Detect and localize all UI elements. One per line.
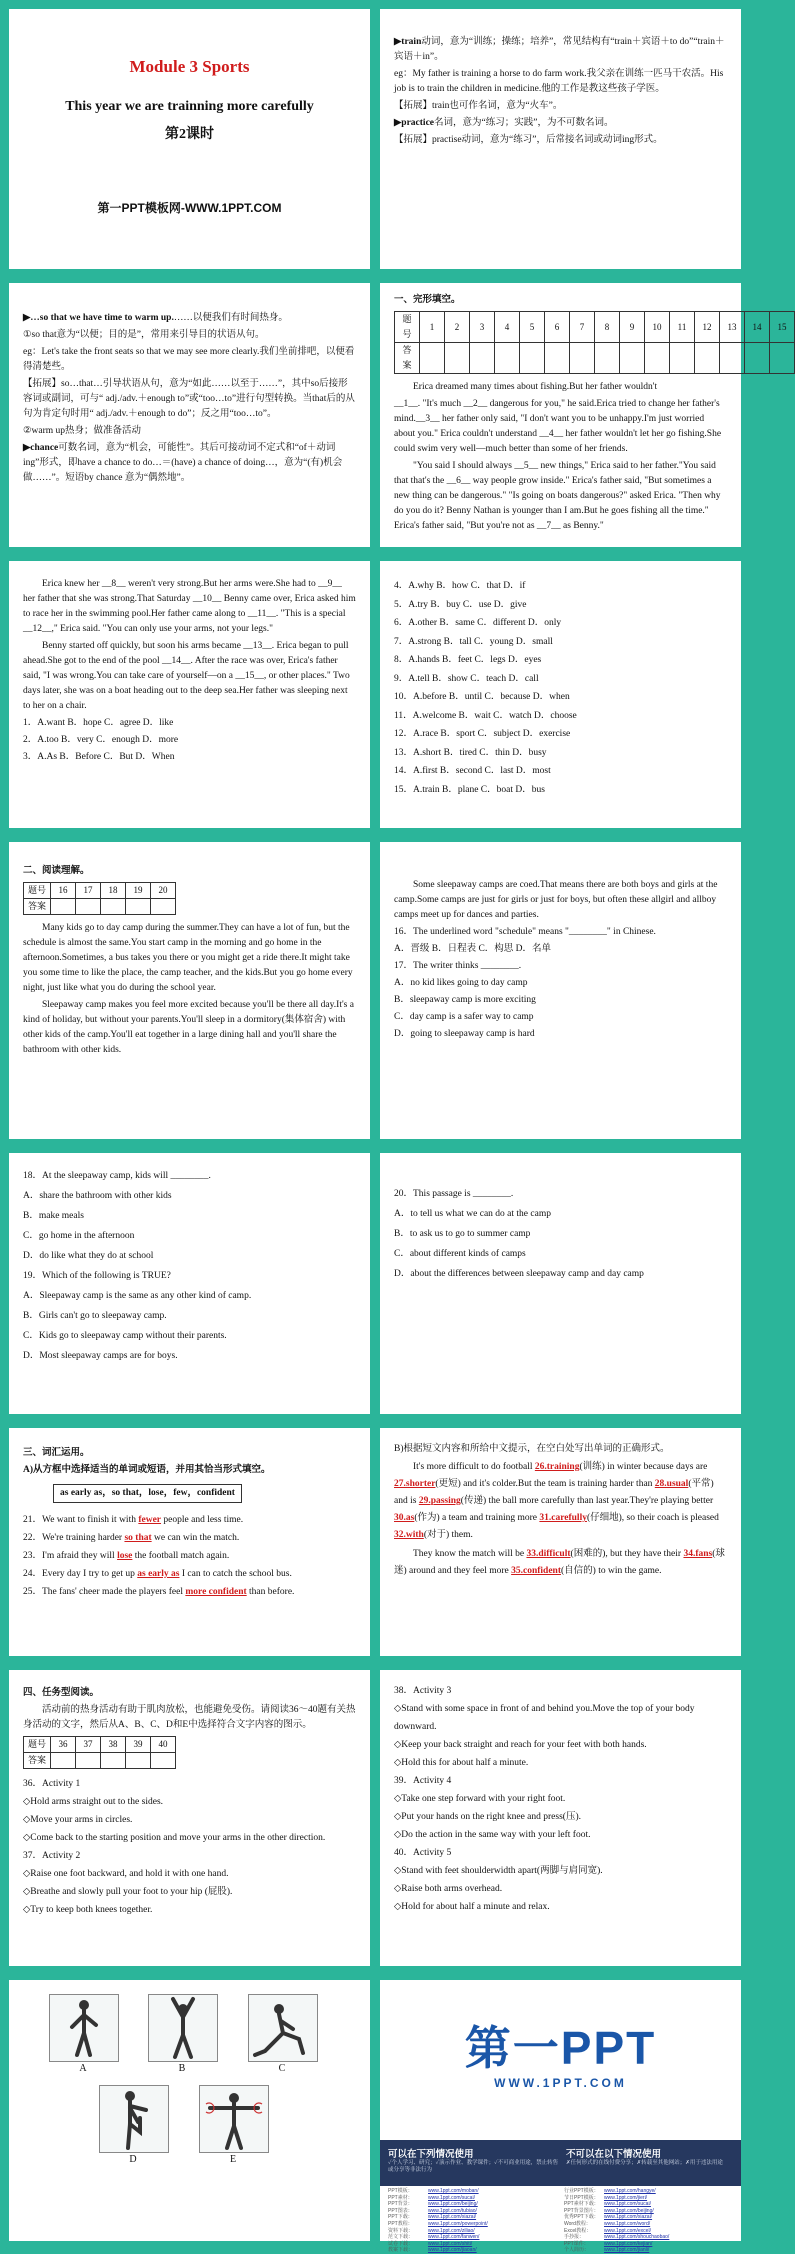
task-heading: 四、任务型阅读。	[23, 1688, 100, 1698]
link-row	[388, 2241, 566, 2248]
slide-ppt-ad	[380, 1980, 741, 2254]
link-row	[388, 2247, 566, 2254]
answer-cell[interactable]	[470, 343, 495, 374]
allowed-heading: 可以在下列情况使用	[388, 2149, 474, 2160]
vocab-answer: 33.difficult	[526, 1549, 571, 1559]
link-label: 行业PPT模板：	[564, 2188, 599, 2194]
passage-text: (更短) and it's colder.But the team is training harder than	[435, 1479, 655, 1489]
cloze-option: 13．A.short B．tired C．thin D．busy	[394, 747, 547, 758]
link-url[interactable]: www.1ppt.com/kejian/	[604, 2240, 653, 2247]
question-option: C．about different kinds of camps	[394, 1249, 526, 1259]
word-box: as early as，so that，lose，few，confident	[53, 1484, 242, 1503]
link-label: Word教程：	[564, 2220, 591, 2227]
question-option: D．do like what they do at school	[23, 1251, 154, 1261]
cloze-option: 8．A.hands B．feet C．legs D．eyes	[394, 655, 542, 665]
link-row	[564, 2234, 742, 2241]
slide-questions-18-19	[9, 1153, 370, 1414]
question-number-cell: 15	[770, 312, 795, 343]
question-number-cell: 3	[470, 312, 495, 343]
question-18: 18．At the sleepaway camp, kids will ________.	[23, 1171, 211, 1181]
answer-cell[interactable]	[151, 1753, 176, 1769]
vocab-answer: lose	[117, 1551, 133, 1561]
question-number-cell: 12	[695, 312, 720, 343]
reading-passage-para: Many kids go to day camp during the summer.They can have a lot of fun, but the schedule is almost the same.You start camp in the morning and go home in the afternoon.Sometimes, a bus takes you there or you might get a ride there.It might take you some time to like the place, the camp teacher, and the kids.But you go home every night, just like what you do during the school year.	[23, 923, 353, 993]
answer-cell[interactable]	[545, 343, 570, 374]
question-number-cell: 9	[620, 312, 645, 343]
link-url[interactable]: www.1ppt.com/beijing/	[604, 2207, 654, 2214]
cloze-option: 4．A.why B．how C．that D．if	[394, 581, 526, 591]
vocab-answer: so that	[124, 1533, 152, 1543]
vocab-item	[23, 1547, 356, 1565]
link-directory	[380, 2186, 741, 2254]
forbidden-use-column	[566, 2146, 738, 2167]
question-option: A．share the bathroom with other kids	[23, 1191, 172, 1201]
practice-heading: ▶practice	[394, 118, 435, 128]
link-label: 试卷下载：	[388, 2240, 414, 2247]
question-number-cell: 13	[720, 312, 745, 343]
vocab-answer: 32.with	[394, 1530, 424, 1540]
answer-cell[interactable]	[620, 343, 645, 374]
link-url[interactable]: www.1ppt.com/shiti/	[428, 2240, 473, 2247]
lesson-subtitle: 第2课时	[165, 127, 214, 142]
question-number-cell: 2	[445, 312, 470, 343]
link-label: PPT素材：	[388, 2194, 413, 2201]
question-number-cell: 1	[420, 312, 445, 343]
slide-cloze-2	[9, 561, 370, 828]
vocab-item	[23, 1511, 356, 1529]
vocab-instruction: A)从方框中选择适当的单词或短语，并用其恰当形式填空。	[23, 1465, 271, 1475]
vocab-b-para	[394, 1459, 727, 1544]
answer-cell[interactable]	[126, 1753, 151, 1769]
answer-cell[interactable]	[695, 343, 720, 374]
slide-figures	[9, 1980, 370, 2241]
slide-vocab-train	[380, 9, 741, 269]
question-number-cell: 40	[151, 1737, 176, 1753]
vocab-answer: 31.carefully	[539, 1513, 587, 1523]
cloze-passage-para: __1__. "It's much __2__ dangerous for you," he said.Erica tried to change her father's mind.__3__ her father only said, "I don't want you to be unhappy.I'm just worried about you." Erica couldn't understand __4__ her father wouldn't let her go fishing.She could swim very well—much better than some of her friends.	[394, 399, 722, 454]
link-row	[388, 2234, 566, 2241]
question-option: A．Sleepaway camp is the same as any other kind of camp.	[23, 1291, 252, 1301]
cloze-option: 1．A.want B．hope C．agree D．like	[23, 718, 174, 728]
figure-label: C	[278, 2063, 286, 2074]
slide-cloze-1	[380, 283, 787, 547]
link-label: PPT素材下载：	[564, 2201, 599, 2208]
passage-text: They know the match will be	[413, 1549, 527, 1559]
passage-text: (困难的), but they have their	[570, 1549, 684, 1559]
link-label: Excel教程：	[564, 2227, 592, 2234]
task-line: ◇Stand with feet shoulderwidth apart(两脚与肩同宽).	[394, 1866, 603, 1876]
question-number-cell: 7	[570, 312, 595, 343]
row-label: 答案	[24, 1753, 51, 1769]
link-row	[388, 2214, 566, 2221]
link-url[interactable]: www.1ppt.com/jieri/	[604, 2194, 648, 2201]
cloze-option-list	[394, 577, 727, 799]
answer-cell[interactable]	[101, 1753, 126, 1769]
answer-cell[interactable]	[51, 1753, 76, 1769]
link-label: 教案下载：	[388, 2247, 414, 2254]
passage-text: (平常) and is	[394, 1479, 714, 1506]
question-number-cell: 20	[151, 883, 176, 899]
answer-cell[interactable]	[101, 899, 126, 915]
vocab-item	[23, 1565, 356, 1583]
cloze-option: 3．A.As B．Before C．But D．When	[23, 752, 175, 762]
task-line: ◇Hold for about half a minute and relax.	[394, 1902, 550, 1912]
question-number-cell: 14	[745, 312, 770, 343]
vocab-answer: 34.fans	[683, 1549, 713, 1559]
task-instruction: 活动前的热身活动有助于肌肉放松，也能避免受伤。请阅读36～40题有关热身活动的文字，然后从A、B、C、D和E中选择符合文字内容的图示。	[23, 1705, 356, 1730]
task-line: ◇Move your arms in circles.	[23, 1815, 133, 1825]
question-number-cell: 36	[51, 1737, 76, 1753]
question-number-cell: 19	[126, 883, 151, 899]
passage-text: It's more difficult to do football	[413, 1462, 535, 1472]
question-option: B．sleepaway camp is more exciting	[394, 995, 536, 1005]
train-def: 动词，意为“训练；操练；培养”，常见结构有“train＋宾语＋to do”“train＋宾语＋in”。	[394, 37, 725, 62]
task-line: ◇Keep your back straight and reach for your feet with both hands.	[394, 1740, 647, 1750]
vocab-item	[23, 1529, 356, 1547]
answer-cell[interactable]	[495, 343, 520, 374]
slide-title	[9, 9, 370, 269]
row-label: 答案	[24, 899, 51, 915]
vocab-b-para	[394, 1546, 727, 1580]
link-label: 资料下载：	[388, 2227, 414, 2234]
vocab-item-suffix: people and less time.	[161, 1515, 244, 1525]
question-number-cell: 37	[76, 1737, 101, 1753]
question-number-cell: 6	[545, 312, 570, 343]
vocab-b-instruction: B)根据短文内容和所给中文提示，在空白处写出单词的正确形式。	[394, 1444, 670, 1454]
passage-text: (仔细地), so their coach is pleased	[586, 1513, 719, 1523]
task-line: ◇Take one step forward with your right foot.	[394, 1794, 566, 1804]
vocab-item-prefix: 25．The fans' cheer made the players feel	[23, 1587, 186, 1597]
link-url[interactable]: www.1ppt.com/shouchaobao/	[604, 2234, 670, 2241]
task-line: ◇Do the action in the same way with your left foot.	[394, 1830, 591, 1840]
question-number-cell: 11	[670, 312, 695, 343]
answer-cell[interactable]	[570, 343, 595, 374]
question-16-options: A．晋级 B．日程表 C．构思 D．名单	[394, 944, 552, 954]
passage-text: (传递) the ball more carefully than last year.They're playing better	[460, 1496, 714, 1506]
figure-label: D	[129, 2154, 137, 2165]
answer-cell[interactable]	[645, 343, 670, 374]
so-that-heading: ▶…so that we have time to warm up.	[23, 313, 174, 323]
question-option: D．Most sleepaway camps are for boys.	[23, 1351, 178, 1361]
practice-def: 名词，意为“练习；实践”，为不可数名词。	[434, 118, 614, 128]
vocab-answer: 27.shorter	[394, 1479, 436, 1489]
vocab-answer: 26.training	[534, 1462, 580, 1472]
link-row	[388, 2201, 566, 2208]
slide-question-20	[380, 1153, 741, 1414]
task-line: ◇Hold this for about half a minute.	[394, 1758, 529, 1768]
link-label: PPT图表：	[388, 2207, 413, 2214]
logo: 第一PPT	[464, 2022, 657, 2074]
link-url[interactable]: www.1ppt.com/fanwen/	[428, 2234, 480, 2241]
link-row	[388, 2188, 566, 2195]
cloze-passage-para: Erica knew her __8__ weren't very strong.But her arms were.She had to __9__ her father that she was strong.That Saturday __10__ Benny came over, Erica asked him to race her in the swimming pool.Her father came along to __11__. "This is a special __12__," Erica said. "You can only use your arms, not your legs."	[23, 579, 356, 634]
answer-cell[interactable]	[745, 343, 770, 374]
cloze-answer-table	[394, 311, 795, 374]
question-option: B．make meals	[23, 1211, 84, 1221]
link-url[interactable]: www.1ppt.com/powerpoint/	[428, 2220, 488, 2227]
slide-reading-1	[9, 842, 370, 1139]
cloze-passage-para: Benny started off quickly, but soon his arms became __13__. Erica began to pull ahead.She got to the end of the pool __14__. After the race was over, Erica's father said, "I was wrong.You can take care of yourself—on a __15__, or other places." Two days later, she was on a boat heading out to the deep sea.Her father was sleeping next to her on a chair.	[23, 641, 350, 711]
row-label: 题号	[24, 883, 51, 899]
figure-d-quad-stretch-icon	[99, 2085, 169, 2153]
task-line: ◇Stand with some space in front of and behind you.Move the top of your body downward.	[394, 1704, 695, 1732]
question-number-cell: 18	[101, 883, 126, 899]
question-16: 16．The underlined word "schedule" means "________" in Chinese.	[394, 927, 656, 937]
vocab-item	[23, 1583, 356, 1601]
task-lines	[394, 1682, 727, 1916]
task-line: ◇Raise one foot backward, and hold it with one hand.	[23, 1869, 229, 1879]
link-label: PPT背景：	[388, 2201, 413, 2208]
lesson-title: This year we are trainning more carefully	[65, 99, 314, 114]
cloze-heading: 一、完形填空。	[394, 295, 461, 305]
link-row	[564, 2188, 742, 2195]
vocab-item-prefix: 21．We want to finish it with	[23, 1515, 139, 1525]
cloze-option: 11．A.welcome B．wait C．watch D．choose	[394, 710, 577, 721]
task-line: 36．Activity 1	[23, 1779, 81, 1789]
link-label: 手抄报：	[564, 2234, 585, 2241]
question-number-cell: 8	[595, 312, 620, 343]
train-example: eg：My father is training a horse to do farm work.我父亲在训练一匹马干农活。His job is to train the children in medicine.他的工作是教这些孩子学医。	[394, 69, 724, 94]
link-url[interactable]: www.1ppt.com/tubiao/	[428, 2207, 477, 2214]
practice-extend: 【拓展】practise动词，意为“练习”，后常接名词或动词ing形式。	[394, 135, 663, 145]
question-number-cell: 4	[495, 312, 520, 343]
question-number-cell: 10	[645, 312, 670, 343]
question-option: A．no kid likes going to day camp	[394, 978, 528, 988]
task-line: ◇Hold arms straight out to the sides.	[23, 1797, 164, 1807]
vocab-item-suffix: we can win the match.	[151, 1533, 240, 1543]
vocab-items	[23, 1511, 356, 1601]
task-line: ◇Put your hands on the right knee and press(压).	[394, 1812, 581, 1822]
row-label: 题号	[395, 312, 420, 343]
question-option: B．Girls can't go to sleepaway camp.	[23, 1311, 167, 1321]
task-answer-table	[23, 1736, 176, 1769]
link-url[interactable]: www.1ppt.com/hangye/	[604, 2188, 656, 2194]
answer-cell[interactable]	[670, 343, 695, 374]
question-option: B．to ask us to go to summer camp	[394, 1229, 531, 1239]
links-left	[388, 2188, 566, 2254]
figure-label: A	[79, 2063, 87, 2074]
link-url[interactable]: www.1ppt.com/beijing/	[428, 2201, 478, 2208]
task-line: 38．Activity 3	[394, 1686, 452, 1696]
vocab-heading: 三、词汇运用。	[23, 1448, 90, 1458]
vocab-answer: 28.usual	[654, 1479, 689, 1489]
link-url[interactable]: www.1ppt.com/jiaoan/	[428, 2247, 477, 2254]
forbidden-text: ✗任何形式的在线付费分享；✗转载至其他网站；✗用于违法用途	[566, 2160, 723, 2166]
logo-url: WWW.1PPT.COM	[494, 2076, 627, 2090]
link-url[interactable]: www.1ppt.com/xiazai/	[604, 2214, 653, 2221]
module-title: Module 3 Sports	[129, 57, 250, 76]
cloze-option: 7．A.strong B．tall C．young D．small	[394, 636, 553, 647]
link-url[interactable]: www.1ppt.com/excel/	[604, 2227, 651, 2234]
link-label: PPT模板：	[388, 2188, 413, 2194]
figure-a-stretch-icon	[49, 1994, 119, 2062]
chance-def: 可数名词，意为“机会，可能性”。其后可接动词不定式和“of＋动词ing”形式，即have a chance to do…＝(have) a chance of doing…，意为“(有)机会做……”。短语by chance 意为“偶然地”。	[23, 443, 343, 483]
vocab-item-suffix: I can to catch the school bus.	[179, 1569, 292, 1579]
question-option: C．go home in the afternoon	[23, 1231, 135, 1241]
link-label: 范文下载：	[388, 2234, 414, 2241]
vocab-answer: fewer	[138, 1515, 162, 1525]
reading-answer-table	[23, 882, 176, 915]
slide-vocab-a	[9, 1428, 370, 1656]
question-19: 19．Which of the following is TRUE?	[23, 1271, 171, 1281]
question-option: C．day camp is a safer way to camp	[394, 1012, 534, 1022]
vocab-item-suffix: than before.	[246, 1587, 295, 1597]
cloze-option: 2．A.too B．very C．enough D．more	[23, 735, 179, 745]
cloze-option: 15．A.train B．plane C．boat D．bus	[394, 784, 545, 795]
cloze-option: 9．A.tell B．show C．teach D．call	[394, 673, 539, 684]
train-extend: 【拓展】train也可作名词，意为“火车”。	[394, 101, 563, 111]
answer-cell[interactable]	[126, 899, 151, 915]
allowed-text: ✓个人学习、研究；✓演示作业、教学课件；✓不可商业用途，禁止转售或分享等非法行为	[388, 2160, 559, 2173]
link-row	[564, 2221, 742, 2228]
so-that-meaning: ……以便我们有时间热身。	[173, 313, 288, 323]
vocab-item-prefix: 22．We're training harder	[23, 1533, 125, 1543]
task-line: ◇Raise both arms overhead.	[394, 1884, 503, 1894]
link-row	[564, 2241, 742, 2248]
answer-cell[interactable]	[76, 1753, 101, 1769]
question-option: D．going to sleepaway camp is hard	[394, 1029, 535, 1039]
answer-cell[interactable]	[76, 899, 101, 915]
vocab-answer: 35.confident	[511, 1566, 561, 1576]
question-option: C．Kids go to sleepaway camp without their parents.	[23, 1331, 227, 1341]
question-number-cell: 39	[126, 1737, 151, 1753]
passage-text: (对于) them.	[423, 1530, 473, 1540]
passage-text: (球迷) around and they feel more	[394, 1549, 725, 1576]
vocab-answer: 29.passing	[418, 1496, 461, 1506]
slide-task-reading-1	[9, 1670, 370, 1966]
link-url[interactable]: www.1ppt.com/sucai/	[428, 2194, 475, 2201]
passage-text: (作为) a team and training more	[414, 1513, 540, 1523]
reading-passage-para: Sleepaway camp makes you feel more excited because you'll be there all day.It's a kind of holiday, but without your parents.You'll sleep in a dormitory(集体宿舍) with other kids of the camp.You'll eat together in a large dining hall and you'll share the bathroom with other kids.	[23, 1000, 354, 1055]
link-row	[564, 2214, 742, 2221]
question-number-cell: 38	[101, 1737, 126, 1753]
reading-passage-para: Some sleepaway camps are coed.That means there are both boys and girls at the camp.Some camps are just for girls or just for boys, but often these allgirl and allboy camps meet up for dances and parties.	[394, 880, 718, 920]
figure-c-lunge-icon	[248, 1994, 318, 2062]
cloze-option: 5．A.try B．buy C．use D．give	[394, 599, 527, 610]
vocab-item-prefix: 24．Every day I try to get up	[23, 1569, 138, 1579]
cloze-passage-line: Erica dreamed many times about fishing.But her father wouldn't	[413, 382, 658, 392]
answer-cell[interactable]	[151, 899, 176, 915]
so-that-extend: 【拓展】so…that…引导状语从句，意为“如此……以至于……”，其中so后接形容词或副词，可与“ adj./adv.＋enough to”或“too…to”进行句型转换。当that后的从句为肯定句时用“ adj./adv.＋enough to do”；反之用“too…to”。	[23, 379, 355, 419]
question-20: 20．This passage is ________.	[394, 1189, 514, 1199]
forbidden-heading: 不可以在以下情况使用	[566, 2149, 662, 2160]
website-text: 第一PPT模板网-WWW.1PPT.COM	[97, 201, 282, 215]
links-right	[564, 2188, 742, 2254]
so-that-point1: ①so that意为“以便；目的是”，常用来引导目的状语从句。	[23, 330, 265, 340]
row-label: 题号	[24, 1737, 51, 1753]
task-line: ◇Breathe and slowly pull your foot to your hip (屁股).	[23, 1887, 233, 1897]
link-row	[564, 2247, 742, 2254]
link-label: 优秀PPT下载：	[564, 2214, 599, 2221]
question-option: A．to tell us what we can do at the camp	[394, 1209, 551, 1219]
question-17: 17．The writer thinks ________.	[394, 961, 522, 971]
chance-heading: ▶chance	[23, 443, 59, 453]
answer-cell[interactable]	[420, 343, 445, 374]
so-that-example: eg：Let's take the front seats so that we may see more clearly.我们坐前排吧，以便看得清楚些。	[23, 347, 355, 372]
task-line: 40．Activity 5	[394, 1848, 452, 1858]
cloze-option: 10．A.before B．until C．because D．when	[394, 692, 570, 702]
slide-so-that	[9, 283, 370, 547]
figure-e-arm-circle-icon	[199, 2085, 269, 2153]
question-number-cell: 17	[76, 883, 101, 899]
vocab-item-prefix: 23．I'm afraid they will	[23, 1551, 118, 1561]
answer-cell[interactable]	[720, 343, 745, 374]
reading-heading: 二、阅读理解。	[23, 866, 90, 876]
slide-task-reading-2	[380, 1670, 741, 1966]
cloze-option: 12．A.race B．sport C．subject D．exercise	[394, 729, 571, 739]
task-line: 39．Activity 4	[394, 1776, 452, 1786]
link-label: 节日PPT模板：	[564, 2194, 599, 2201]
question-number-cell: 5	[520, 312, 545, 343]
question-number-cell: 16	[51, 883, 76, 899]
link-url[interactable]: www.1ppt.com/ziliao/	[428, 2227, 475, 2234]
task-line: ◇Come back to the starting position and move your arms in the other direction.	[23, 1833, 326, 1843]
link-row	[388, 2208, 566, 2215]
train-heading: ▶train	[394, 37, 422, 47]
warm-up-point: ②warm up热身；做准备活动	[23, 426, 142, 436]
answer-cell[interactable]	[520, 343, 545, 374]
slide-reading-2	[380, 842, 741, 1139]
answer-cell[interactable]	[595, 343, 620, 374]
link-url[interactable]: www.1ppt.com/jianli/	[604, 2247, 650, 2254]
answer-cell[interactable]	[51, 899, 76, 915]
vocab-answer: 30.as	[394, 1513, 415, 1523]
link-url[interactable]: www.1ppt.com/word/	[604, 2220, 651, 2227]
link-url[interactable]: www.1ppt.com/moban/	[428, 2188, 479, 2194]
task-line: 37．Activity 2	[23, 1851, 81, 1861]
link-url[interactable]: www.1ppt.com/xiazai/	[428, 2214, 477, 2221]
answer-cell[interactable]	[445, 343, 470, 374]
link-label: 个人简历：	[564, 2247, 590, 2254]
figure-label: B	[178, 2063, 186, 2074]
link-row	[564, 2201, 742, 2208]
link-row	[388, 2221, 566, 2228]
cloze-passage-para: "You said I should always __5__ new things," Erica said to her father."You said that that's the __6__ way people grow inside." Erica's father said, "But sometimes a new thing can be dangerous." "Is going on boats dangerous?" asked Erica. "Then why do you do it? Benny Nathan is younger than I am.But he goes fishing all the time." Erica's father said, "But you're not as __7__ as Benny."	[394, 461, 721, 531]
logo-area	[380, 1980, 741, 2140]
vocab-item-suffix: the football match again.	[132, 1551, 230, 1561]
row-label: 答案	[395, 343, 420, 374]
vocab-answer: as early as	[137, 1569, 180, 1579]
link-label: PPT课件：	[564, 2240, 589, 2247]
link-label: PPT背景图片：	[564, 2207, 599, 2214]
link-label: PPT教程：	[388, 2220, 413, 2227]
slide-vocab-b	[380, 1428, 741, 1656]
figure-label: E	[229, 2154, 237, 2165]
allowed-use-column	[388, 2146, 560, 2174]
task-line: ◇Try to keep both knees together.	[23, 1905, 153, 1915]
task-lines	[23, 1775, 356, 1919]
passage-text: (自信的) to win the game.	[561, 1566, 662, 1576]
cloze-option: 6．A.other B．same C．different D．only	[394, 618, 562, 628]
answer-cell[interactable]	[770, 343, 795, 374]
cloze-option: 14．A.first B．second C．last D．most	[394, 766, 551, 776]
link-url[interactable]: www.1ppt.com/sucai/	[604, 2201, 651, 2208]
link-label: PPT下载：	[388, 2214, 413, 2221]
vocab-answer: more confident	[185, 1587, 247, 1597]
slide-cloze-options	[380, 561, 741, 828]
question-option: D．about the differences between sleepaway camp and day camp	[394, 1269, 644, 1279]
figure-b-arms-up-icon	[148, 1994, 218, 2062]
passage-text: (训练) in winter because days are	[579, 1462, 708, 1472]
